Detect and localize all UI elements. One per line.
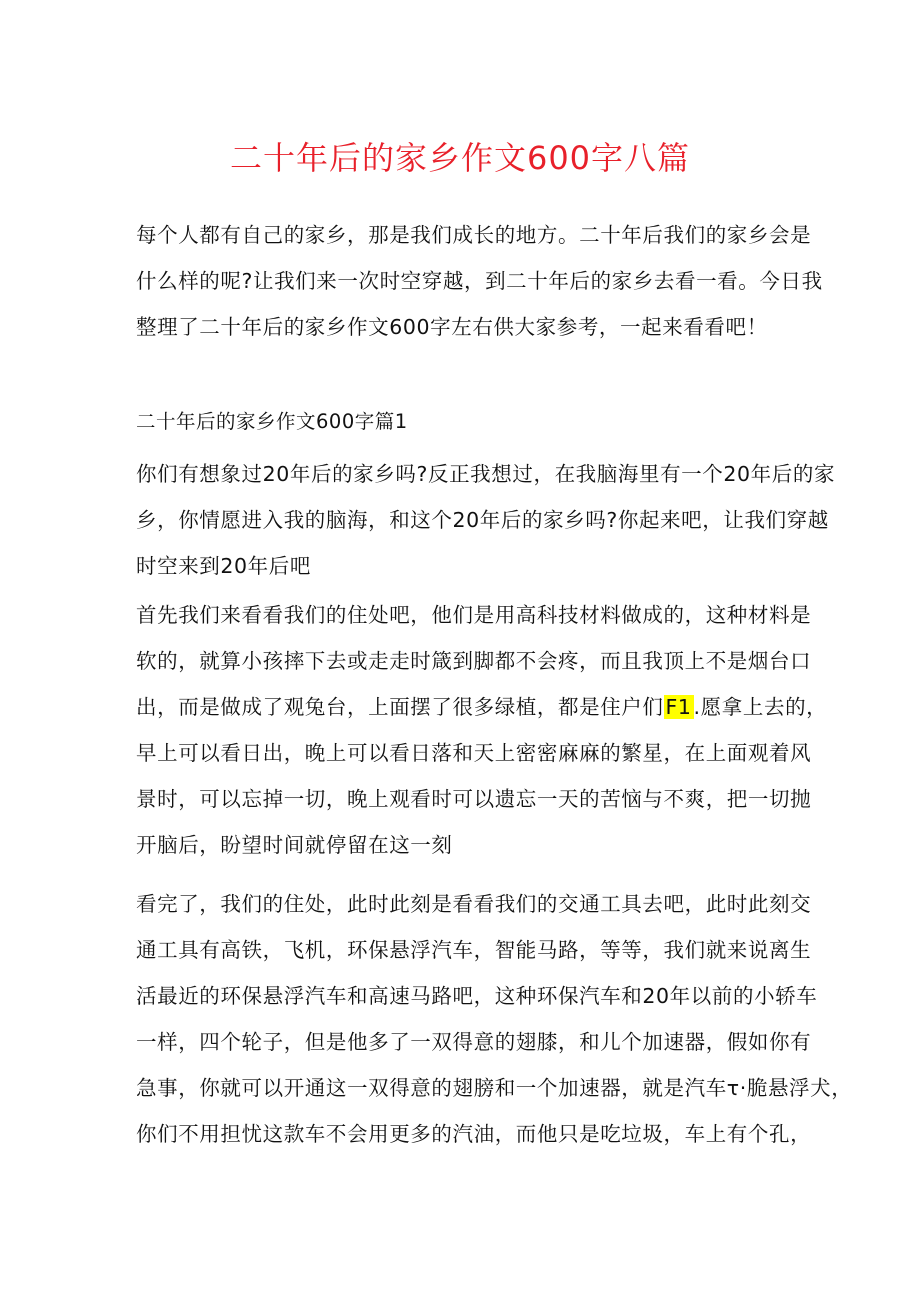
text-line: 你们不用担忧这款车不会用更多的汽油，而他只是吃垃圾，车上有个孔， <box>136 1122 812 1146</box>
text-segment: .愿拿上去的， <box>693 695 828 719</box>
text-line: 时空来到20年后吧 <box>136 554 311 578</box>
body-paragraph-3 <box>136 881 853 1157</box>
text-line: 开脑后，盼望时间就停留在这一刻 <box>136 833 453 857</box>
text-line: 一样，四个轮子，但是他多了一双得意的翅膝，和儿个加速器，假如你有 <box>136 1030 812 1054</box>
text-segment: 出，而是做成了观兔台，上面摆了很多绿植，都是住户们 <box>136 695 664 719</box>
text-line <box>136 684 828 730</box>
body-paragraph-1 <box>136 451 836 589</box>
text-line: 什么样的呢?让我们来一次时空穿越，到二十年后的家乡去看一看。今日我 <box>136 269 823 293</box>
intro-paragraph <box>136 212 823 350</box>
text-line: 首先我们来看看我们的住处吧，他们是用高科技材料做成的，这种材料是 <box>136 603 812 627</box>
text-line: 乡，你情愿进入我的脑海，和这个20年后的家乡吗?你起来吧，让我们穿越 <box>136 508 829 532</box>
text-line: 通工具有高铁，飞机，环保悬浮汽车，智能马路，等等，我们就来说离生 <box>136 938 812 962</box>
text-line: 活最近的环保悬浮汽车和高速马路吧，这种环保汽车和20年以前的小轿车 <box>136 984 818 1008</box>
text-line: 急事，你就可以开通这一双得意的翅膀和一个加速器，就是汽车τ·脆悬浮犬， <box>136 1076 853 1100</box>
text-line: 整理了二十年后的家乡作文600字左右供大家参考，一起来看看吧！ <box>136 315 768 339</box>
text-line: 软的，就算小孩摔下去或走走时箴到脚都不会疼，而且我顶上不是烟台口 <box>136 649 812 673</box>
text-line: 景时，可以忘掉一切，晚上观看时可以遗忘一天的苦恼与不爽，把一切抛 <box>136 787 812 811</box>
document-title: 二十年后的家乡作文600字八篇 <box>229 139 691 177</box>
text-line: 看完了，我们的住处，此时此刻是看看我们的交通工具去吧，此时此刻交 <box>136 892 812 916</box>
text-line: 每个人都有自己的家乡，那是我们成长的地方。二十年后我们的家乡会是 <box>136 223 812 247</box>
text-line: 你们有想象过20年后的家乡吗?反正我想过，在我脑海里有一个20年后的家 <box>136 462 836 486</box>
section-heading: 二十年后的家乡作文600字篇1 <box>136 410 408 433</box>
body-paragraph-2 <box>136 592 828 868</box>
text-line: 早上可以看日出，晚上可以看日落和天上密密麻麻的繁星，在上面观着风 <box>136 741 812 765</box>
highlighted-text: F1 <box>665 695 692 719</box>
